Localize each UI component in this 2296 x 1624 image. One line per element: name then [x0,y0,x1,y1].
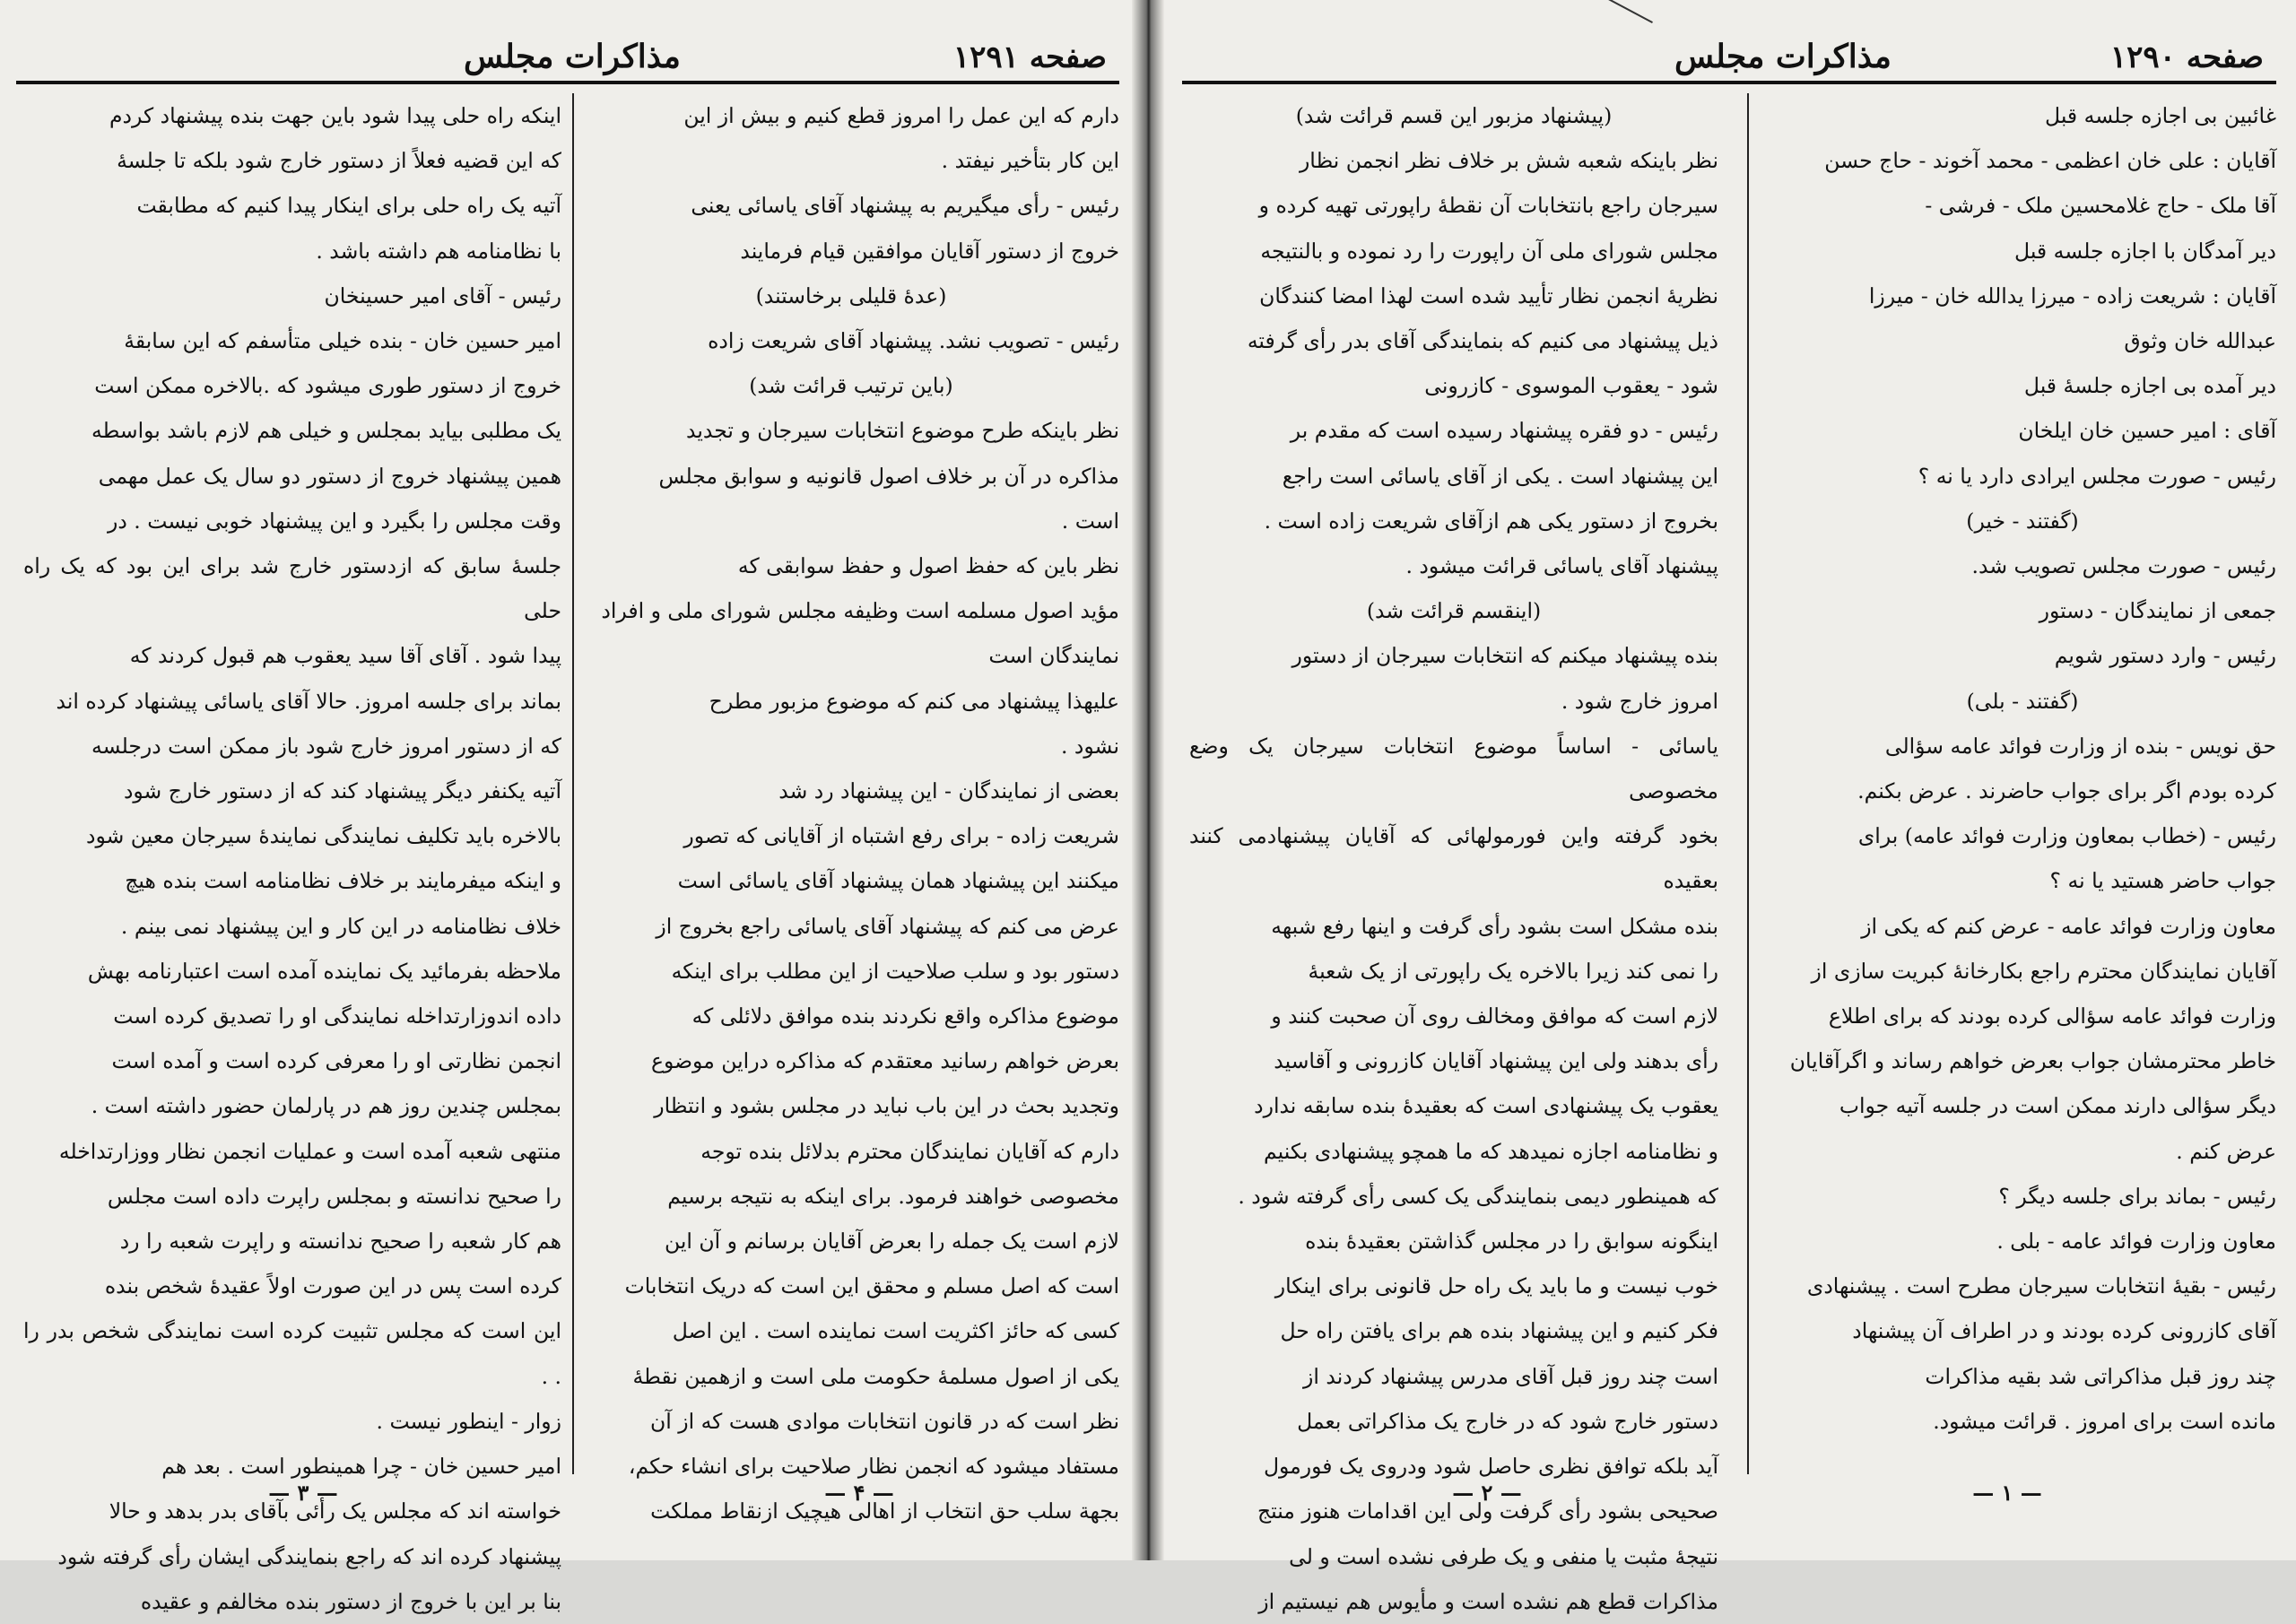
text-line: خوب نیست و ما باید یک راه حل قانونی برای اینکار [1274,1273,1718,1299]
text-line: لازم است که موافق ومخالف روی آن صحبت کنند و [1271,1003,1718,1029]
text-line: که همینطور دیمی بنمایندگی یک کسی رأی گرفته شود . [1238,1183,1718,1209]
text-line: آتیه یک راه حلی برای اینکار پیدا کنیم که مطابقت [136,193,561,219]
text-line: علیهذا پیشنهاد می کنم که موضوع مزبور مطرح [709,688,1119,714]
text-line: خواسته اند که مجلس یک رأئی بآقای بدر بدهد و حالا [109,1498,561,1524]
text-line: است . [1061,508,1119,534]
text-line: مجلس شورای ملی آن راپورت را رد نموده و بالنتیجه [1260,238,1718,264]
text-line: غائبین بی اجازه جلسه قبل [2045,103,2276,128]
text-line: کسی که حائز اکثریت است نماینده است . این اصل [672,1318,1119,1344]
text-line: خاطر محترمشان جواب بعرض خواهم رساند و اگرآقایان [1789,1048,2276,1074]
text-line: یاسائی - اساساً موضوع انتخابات سیرجان یک وضع مخصوصی [1189,733,1718,804]
text-line: یکی از اصول مسلمهٔ حکومت ملی است و ازهمین نقطهٔ [632,1363,1119,1389]
text-line: کرده بودم اگر برای جواب حاضرند . عرض بکنم. [1857,778,2276,804]
text-line: نتیجهٔ مثبت یا منفی و یک طرفی نشده است و لی [1289,1543,1718,1569]
text-line: انجمن نظارتی او را معرفی کرده است و آمده است [111,1048,561,1074]
text-line: خروج از دستور طوری میشود که .بالاخره ممکن است [94,373,561,399]
text-line: دارم که آقایان نمایندگان محترم بدلائل بنده توجه [700,1138,1119,1164]
text-line: دارم که این عمل را امروز قطع کنیم و بیش از این [683,103,1119,128]
text-line: است که اصل مسلم و محقق این است که دریک انتخابات [624,1273,1119,1299]
text-line: با نظامنامه هم داشته باشد . [316,238,561,264]
text-line: بالاخره باید تکلیف نمایندگی نمایندهٔ سیرجان معین شود [86,823,561,849]
text-line: آقایان نمایندگان محترم راجع بکارخانهٔ کبریت سازی از [1811,958,2276,984]
text-line: نمایندگان است [988,643,1119,669]
text-column-left [1189,93,1718,1614]
text-line: آقای : امیر حسین خان ایلخان [2018,418,2276,444]
text-line: این است که مجلس تثبیت کرده است نمایندگی شخص بدر را . . [23,1318,561,1389]
text-line: مخصوصی خواهند فرمود. برای اینکه به نتیجه برسیم [667,1183,1119,1209]
text-line: بعضی از نمایندگان - این پیشنهاد رد شد [778,778,1119,804]
text-line: این کار بتأخیر نیفتد . [941,148,1119,174]
page-header [16,34,1119,84]
text-line: خلاف نظامنامه در این کار و این پیشنهاد نمی بینم . [120,913,561,939]
text-column-left [23,93,561,1614]
text-line: بخود گرفته واین فورمولهائی که آقایان پیشنهادمی کنند بعقیده [1189,823,1718,894]
text-line: پیشنهاد آقای یاسائی قرائت میشود . [1405,553,1718,579]
text-line: (گفتند - خیر) [1966,508,2079,534]
text-line: بجهة سلب حق انتخاب از اهالی هیچیک ازنقاط مملکت [650,1498,1119,1524]
text-line: رئیس - تصویب نشد. پیشنهاد آقای شریعت زاده [708,328,1119,354]
text-line: بنده مشکل است بشود رأی گرفت و اینها رفع شبهه [1271,913,1718,939]
text-line: پیشنهاد کرده اند که راجع بنمایندگی ایشان رأی گرفته شود [57,1543,561,1569]
text-line: رئیس - دو فقره پیشنهاد رسیده است که مقدم بر [1290,418,1718,444]
page-footer-number: — ۴ — [824,1480,894,1506]
text-line: وتجدید بحث در این باب نباید در مجلس بشود و انتظار [654,1093,1119,1119]
text-line: بنا بر این با خروج از دستور بنده مخالفم و عقیده [140,1588,561,1614]
text-line: رئیس - آقای امیر حسینخان [324,282,561,308]
text-line: رئیس - رأی میگیریم به پیشنهاد آقای یاسائی یعنی [691,193,1119,219]
text-line: وزارت فوائد عامه سؤالی کرده بودند که برای اطلاع [1828,1003,2276,1029]
text-line: را نمی کند زیرا بالاخره یک راپورتی از یک شعبهٔ [1308,958,1718,984]
text-line: اینگونه سوابق را در مجلس گذاشتن بعقیدهٔ بنده [1305,1229,1718,1255]
text-line: نظر است که در قانون انتخابات موادی هست که از آن [649,1408,1119,1434]
text-line: دیر آمده بی اجازه جلسهٔ قبل [2023,373,2276,399]
text-line: آید بلکه توافق نظری حاصل شود ودروی یک فورمول [1263,1454,1718,1480]
text-line: است چند روز قبل آقای مدرس پیشنهاد کردند از [1303,1363,1718,1389]
text-line: رئیس - (خطاب بمعاون وزارت فوائد عامه) برای [1857,823,2276,849]
text-line: زوار - اینطور نیست . [376,1408,561,1434]
text-line: بخروج از دستور یکی هم ازآقای شریعت زاده است . [1264,508,1718,534]
page-number: صفحه ۱۲۹۰ [2109,39,2264,75]
text-line: این پیشنهاد است . یکی از آقای یاسائی است راجع [1282,463,1718,489]
text-line: وقت مجلس را بگیرد و این پیشنهاد خوبی نیست . در [108,508,561,534]
text-line: رئیس - بماند برای جلسه دیگر ؟ [1998,1183,2276,1209]
text-line: نظر باینکه شعبه شش بر خلاف نظر انجمن نظار [1299,148,1718,174]
text-line: آقایان : علی خان اعظمی - محمد آخوند - حاج حسن [1824,148,2276,174]
text-line: مذاکره در آن بر خلاف اصول قانونیه و سوابق مجلس [658,463,1119,489]
text-line: معاون وزارت فوائد عامه - عرض کنم که یکی از [1861,913,2276,939]
text-line: (عدهٔ قلیلی برخاستند) [755,282,947,308]
text-line: امروز خارج شود . [1561,688,1718,714]
text-line: دیگر سؤالی دارند ممکن است در جلسه آتیه جواب [1839,1093,2276,1119]
text-line: که این قضیه فعلاً از دستور خارج شود بلکه تا جلسهٔ [117,148,561,174]
text-line: جمعی از نمایندگان - دستور [2039,598,2276,624]
text-line: یعقوب یک پیشنهادی است که بعقیدهٔ بنده سابقه ندارد [1254,1093,1718,1119]
text-line: رئیس - صورت مجلس ایرادی دارد یا نه ؟ [1918,463,2276,489]
column-rule [572,93,574,1474]
text-line: آقای کازرونی کرده بودند و در اطراف آن پیشنهاد [1852,1318,2276,1344]
text-line: پیدا شود . آقای آقا سید یعقوب هم قبول کردند که [129,643,561,669]
text-line: نظریهٔ انجمن نظار تأیید شده است لهذا امضا کنندگان [1259,282,1718,308]
text-line: کرده است پس در این صورت اولاً عقیدهٔ شخص بنده [104,1273,561,1299]
text-line: لازم است یک جمله را بعرض آقایان برسانم و آن این [664,1229,1119,1255]
text-line: عرض می کنم که پیشنهاد آقای یاسائی راجع بخروج از [656,913,1119,939]
text-line: مؤید اصول مسلمه است وظیفه مجلس شورای ملی و افراد [601,598,1119,624]
text-line: (باین ترتیب قرائت شد) [749,373,953,399]
text-line: داده اندوزارتداخله نمایندگی او را تصدیق کرده است [113,1003,561,1029]
text-line: نشود . [1060,733,1119,759]
text-line: بنده پیشنهاد میکنم که انتخابات سیرجان از دستور [1292,643,1718,669]
text-line: رئیس - بقیهٔ انتخابات سیرجان مطرح است . پیشنهادی [1806,1273,2276,1299]
page-number: صفحه ۱۲۹۱ [952,39,1107,75]
page-footer-number: — ۳ — [268,1480,338,1506]
text-line: و نظامنامه اجازه نمیدهد که ما همچو پیشنهادی بکنیم [1264,1138,1718,1164]
text-line: که از دستور امروز خارج شود باز ممکن است درجلسه [91,733,561,759]
text-line: رئیس - صورت مجلس تصویب شد. [1971,553,2276,579]
text-line: مانده است برای امروز . قرائت میشود. [1933,1408,2276,1434]
text-line: موضوع مذاکره واقع نکردند بنده موافق دلائلی که [691,1003,1119,1029]
text-line: ملاحظه بفرمائید یک نماینده آمده است اعتبارنامه بهش [87,958,561,984]
text-line: (پیشنهاد مزبور این قسم قرائت شد) [1295,103,1613,128]
text-line: صحیحی بشود رأی گرفت ولی این اقدامات هنوز منتج [1257,1498,1718,1524]
text-line: منتهی شعبه آمده است و عملیات انجمن نظار ووزارتداخله [58,1138,561,1164]
text-line: اینکه راه حلی پیدا شود باین جهت بنده پیشنهاد کردم [109,103,561,128]
text-line: نظر باین که حفظ اصول و حفظ سوابقی که [737,553,1119,579]
text-line: جلسهٔ سابق که ازدستور خارج شد برای این بود که یک راه حلی [23,553,561,624]
text-line: مذاکرات قطع هم نشده است و مأیوس هم نیستیم از [1258,1588,1718,1614]
text-line: همین پیشنهاد خروج از دستور دو سال یک عمل مهمی [98,463,561,489]
text-column-right [583,93,1119,1524]
text-line: (اینقسم قرائت شد) [1366,598,1542,624]
text-line: سیرجان راجع بانتخابات آن نقطهٔ راپورتی تهیه کرده و [1258,193,1718,219]
text-line: رأی بدهند ولی این پیشنهاد آقایان کازرونی و آقاسید [1274,1048,1718,1074]
page-header [1182,34,2276,84]
text-line: چند روز قبل مذاکراتی شد بقیه مذاکرات [1925,1363,2276,1389]
text-line: معاون وزارت فوائد عامه - بلی . [1996,1229,2276,1255]
page-footer-number: — ۲ — [1452,1480,1522,1506]
page-1291 [16,0,1119,1614]
text-line: عرض کنم . [2176,1138,2276,1164]
text-line: بمجلس چندین روز هم در پارلمان حضور داشته است . [91,1093,561,1119]
text-line: نظر باینکه طرح موضوع انتخابات سیرجان و تجدید [686,418,1119,444]
text-line: هم کار شعبه را صحیح ندانسته و راپرت شعبه را رد [119,1229,561,1255]
text-line: آقا ملک - حاج غلامحسین ملک - فرشی - [1925,193,2276,219]
text-line: شریعت زاده - برای رفع اشتباه از آقایانی که تصور [683,823,1119,849]
text-line: را صحیح ندانسته و بمجلس راپرت داده است مجلس [107,1183,561,1209]
text-line: (گفتند - بلی) [1966,688,2079,714]
text-line: بعرض خواهم رسانید معتقدم که مذاکره دراین موضوع [650,1048,1119,1074]
text-line: عبدالله خان وثوق [2124,328,2276,354]
running-title: مذاکرات مجلس [1674,38,1892,75]
column-rule [1747,93,1749,1474]
text-line: میکنند این پیشنهاد همان پیشنهاد آقای یاسائی است [677,868,1119,894]
text-line: بماند برای جلسه امروز. حالا آقای یاسائی پیشنهاد کرده اند [56,688,561,714]
text-line: دیر آمدگان با اجازه جلسه قبل [2014,238,2276,264]
text-line: خروج از دستور آقایان موافقین قیام فرمایند [740,238,1119,264]
text-line: آقایان : شریعت زاده - میرزا یدالله خان - میرزا [1868,282,2276,308]
text-line: آتیه یکنفر دیگر پیشنهاد کند که از دستور خارج شود [123,778,561,804]
text-line: دستور بود و سلب صلاحیت از این مطلب برای اینکه [671,958,1119,984]
running-title: مذاکرات مجلس [464,38,681,75]
text-line: جواب حاضر هستید یا نه ؟ [2049,868,2276,894]
page-footer-number: — ۱ — [1972,1480,2042,1506]
text-line: مستفاد میشود که انجمن نظار صلاحیت برای انشاء حکم، [628,1454,1119,1480]
text-line: رئیس - وارد دستور شویم [2054,643,2276,669]
text-line: ذیل پیشنهاد می کنیم که بنمایندگی آقای بدر رأی گرفته [1247,328,1718,354]
text-line: و اینکه میفرمایند بر خلاف نظامنامه است بنده هیچ [125,868,561,894]
text-line: امیر حسین خان - بنده خیلی متأسفم که این سابقهٔ [124,328,561,354]
text-line: فکر کنیم و این پیشنهاد بنده هم برای یافتن راه حل [1280,1318,1718,1344]
text-line: دستور خارج شود که در خارج یک مذاکراتی بعمل [1297,1408,1718,1434]
text-line: امیر حسین خان - چرا همینطور است . بعد هم [161,1454,561,1480]
text-line: حق نویس - بنده از وزارت فوائد عامه سؤالی [1884,733,2276,759]
text-line: یک مطلبی بیاید بمجلس و خیلی هم لازم باشد بواسطه [91,418,561,444]
book-gutter [1132,0,1164,1560]
text-line: شود - یعقوب الموسوی - کازرونی [1424,373,1718,399]
text-column-right [1769,93,2276,1474]
page-1290 [1182,0,2276,1614]
